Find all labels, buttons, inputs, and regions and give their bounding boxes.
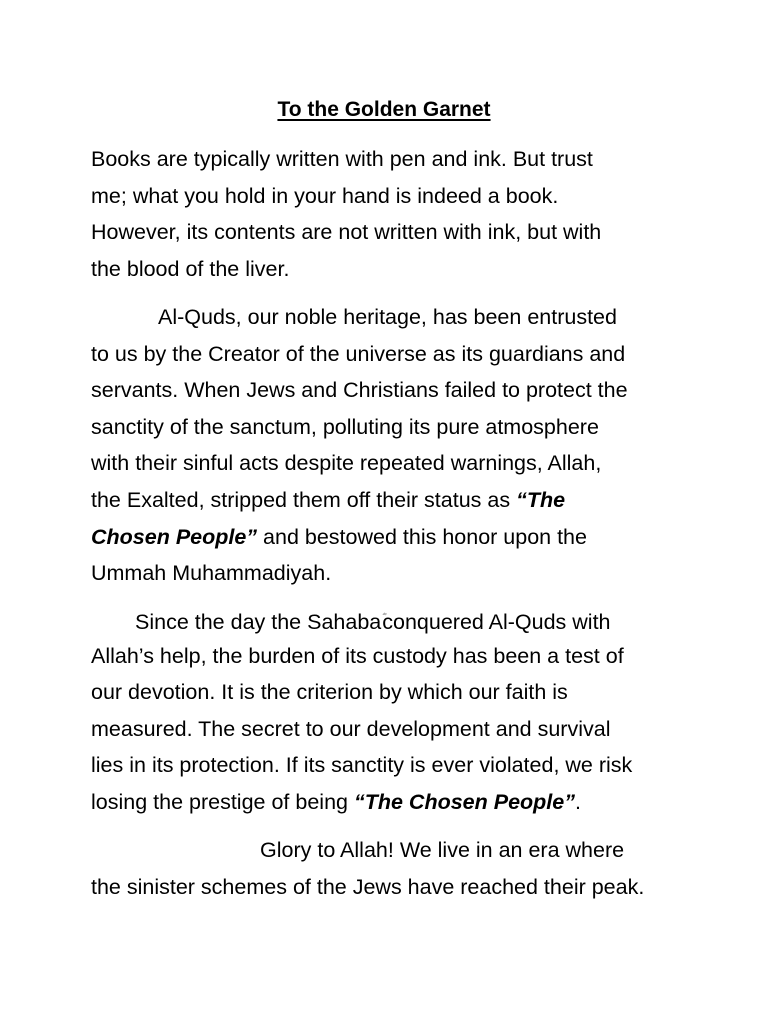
text-segment: with their sinful acts despite repeated warnings, Allah, <box>91 451 602 476</box>
text-line <box>91 141 691 178</box>
text-segment: servants. When Jews and Christians failed to protect the <box>91 378 628 403</box>
text-segment: Al-Quds, our noble heritage, has been entrusted <box>158 305 617 329</box>
text-line <box>91 638 691 675</box>
text-line <box>91 214 691 251</box>
text-line <box>91 601 691 638</box>
text-line <box>91 784 691 821</box>
text-segment: However, its contents are not written with ink, but with <box>91 220 602 245</box>
text-line <box>91 869 691 906</box>
text-segment: lies in its protection. If its sanctity is ever violated, we risk <box>91 753 633 778</box>
text-line <box>91 832 691 869</box>
text-segment: losing the prestige of being <box>91 789 354 814</box>
text-segment: the Exalted, stripped them off their status as <box>91 487 517 512</box>
text-segment: Ummah Muhammadiyah. <box>91 561 332 586</box>
text-segment: Glory to Allah! We live in an era where <box>260 838 625 862</box>
text-line <box>91 251 691 288</box>
emphasized-phrase: Chosen People” <box>91 524 258 549</box>
text-line <box>91 299 691 336</box>
paragraph-glory-to-allah <box>91 832 691 905</box>
text-segment: our devotion. It is the criterion by which our faith is <box>91 680 568 705</box>
text-line <box>91 555 691 592</box>
text-segment: the blood of the liver. <box>91 256 290 281</box>
text-line <box>91 747 691 784</box>
text-line <box>91 409 691 446</box>
text-segment: me; what you hold in your hand is indeed a book. <box>91 183 559 208</box>
paragraph-sahaba-conquest <box>91 601 691 821</box>
paragraph-books <box>91 141 691 287</box>
text-line <box>91 482 691 519</box>
document-title: To the Golden Garnet <box>277 98 491 121</box>
text-segment: Since the day the Sahaba <box>135 610 382 634</box>
text-segment: measured. The secret to our development and survival <box>91 716 611 741</box>
text-segment: to us by the Creator of the universe as its guardians and <box>91 341 626 366</box>
text-segment: Allah’s help, the burden of its custody has been a test of <box>91 643 624 668</box>
text-segment: conquered Al-Quds with <box>382 610 611 634</box>
text-line <box>91 445 691 482</box>
text-segment: and bestowed this honor upon the <box>257 524 587 549</box>
text-line <box>91 711 691 748</box>
text-line <box>91 519 691 556</box>
text-line <box>91 372 691 409</box>
text-line <box>91 674 691 711</box>
text-segment: the sinister schemes of the Jews have reached their peak. <box>91 874 645 899</box>
text-segment: Books are typically written with pen and ink. But trust <box>91 147 593 171</box>
emphasized-phrase: “The <box>516 487 566 512</box>
emphasized-phrase: “The Chosen People” <box>353 789 575 814</box>
text-segment: . <box>574 789 581 814</box>
text-line <box>91 178 691 215</box>
text-segment: sanctity of the sanctum, polluting its pure atmosphere <box>91 414 599 439</box>
paragraph-al-quds-heritage <box>91 299 691 592</box>
text-line <box>91 336 691 373</box>
